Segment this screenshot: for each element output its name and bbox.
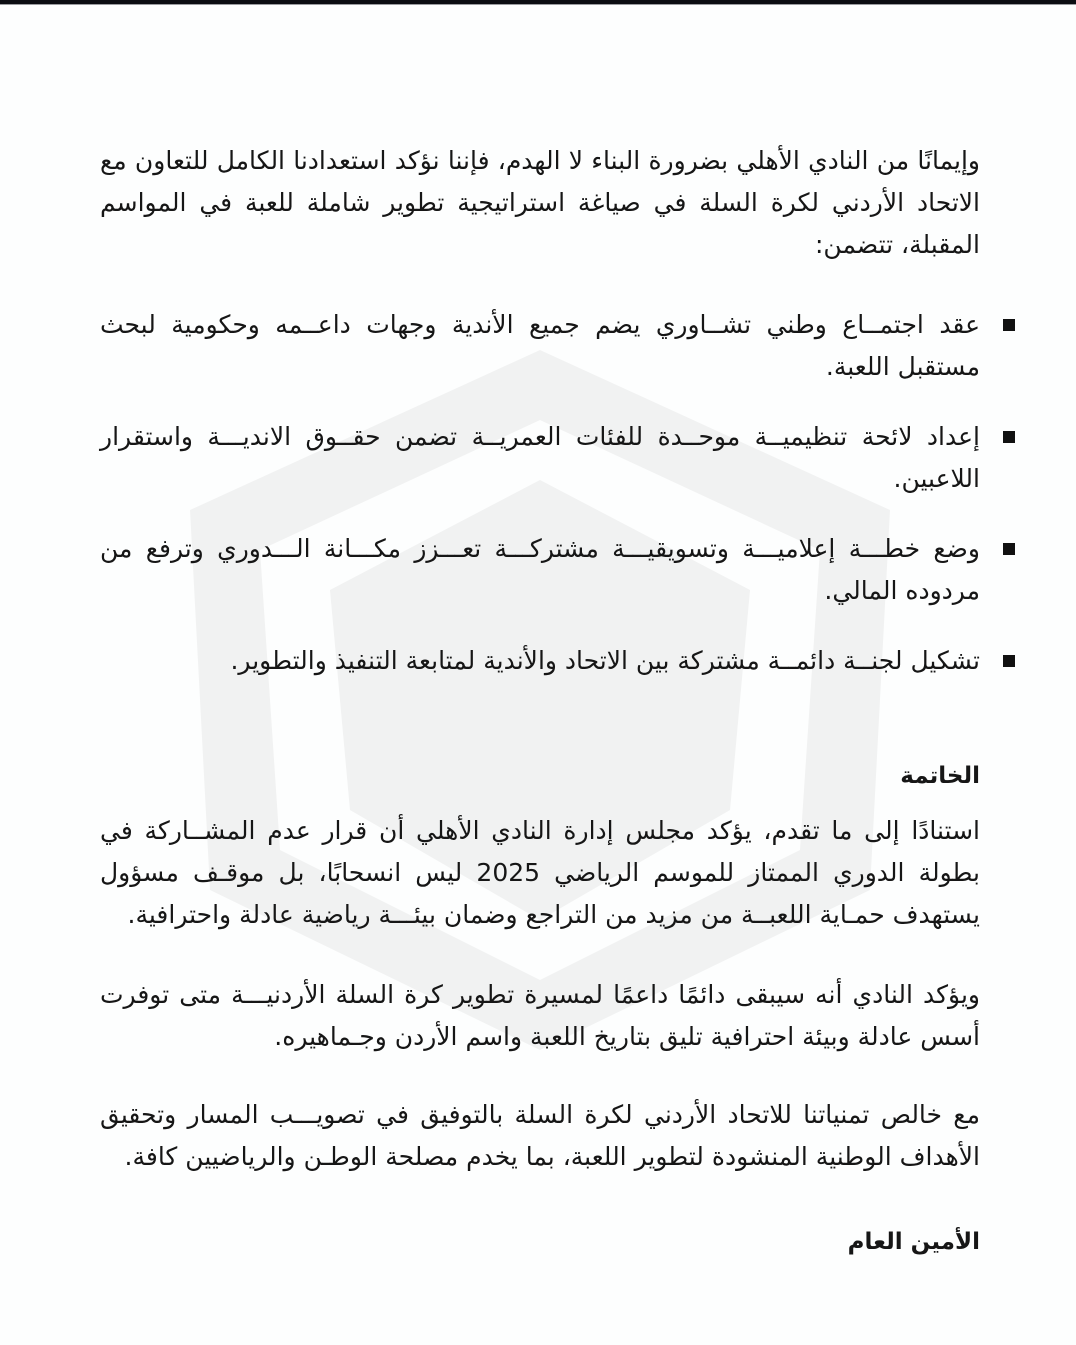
proposal-list: [100, 304, 980, 682]
list-item-text: عقد اجتمــاع وطني تشــاوري يضم جميع الأندية وجهات داعــمه وحكومية لبحث مستقبل اللعبة.: [100, 310, 980, 381]
top-status-bar: [0, 0, 1076, 5]
list-item: [100, 528, 980, 612]
list-item-text: تشكيل لجنــة دائمــة مشتركة بين الاتحاد والأندية لمتابعة التنفيذ والتطوير.: [230, 646, 980, 675]
conclusion-paragraph: استنادًا إلى ما تقدم، يؤكد مجلس إدارة النادي الأهلي أن قرار عدم المشــاركة في بطولة الدوري الممتاز للموسم الرياضي 2025 ليس انسحابًا، بل موقـف مسؤول يستهدف حمـاية اللعبــة من مزيد من التراجع وضمان بيئـــة رياضية عادلة واحترافية.: [100, 816, 980, 929]
letter-page: [100, 140, 980, 1258]
signature-title: الأمين العام: [847, 1229, 980, 1255]
square-bullet-icon: [1003, 431, 1015, 443]
square-bullet-icon: [1003, 319, 1015, 331]
intro-paragraph: وإيمانًا من النادي الأهلي بضرورة البناء لا الهدم، فإننا نؤكد استعدادنا الكامل للتعاون مع الاتحاد الأردني لكرة السلة في صياغة استراتيجية تطوير شاملة للعبة في المواسم المقبلة، تتضمن:: [100, 146, 980, 259]
list-item: [100, 416, 980, 500]
list-item-text: إعداد لائحة تنظيميــة موحــدة للفئات العمريــة تضمن حقــوق الانديـــة واستقرار اللاعبين.: [100, 422, 980, 493]
list-item-text: وضع خطـــة إعلاميـــة وتسويقيـــة مشتركـــة تعـــزز مكـــانة الـــدوري وترفع من مردوده المالي.: [100, 534, 980, 605]
support-paragraph: ويؤكد النادي أنه سيبقى دائمًا داعمًا لمسيرة تطوير كرة السلة الأردنيـــة متى توفرت أسس عادلة وبيئة احترافية تليق بتاريخ اللعبة واسم الأردن وجـماهيره.: [100, 980, 980, 1051]
square-bullet-icon: [1003, 655, 1015, 667]
list-item: [100, 640, 980, 682]
square-bullet-icon: [1003, 543, 1015, 555]
conclusion-heading: الخاتمة: [900, 763, 980, 789]
wishes-paragraph: مع خالص تمنياتنا للاتحاد الأردني لكرة السلة بالتوفيق في تصويـــب المسار وتحقيق الأهداف الوطنية المنشودة لتطوير اللعبة، بما يخدم مصلحة الوطـن والرياضيين كافة.: [100, 1100, 980, 1171]
list-item: [100, 304, 980, 388]
